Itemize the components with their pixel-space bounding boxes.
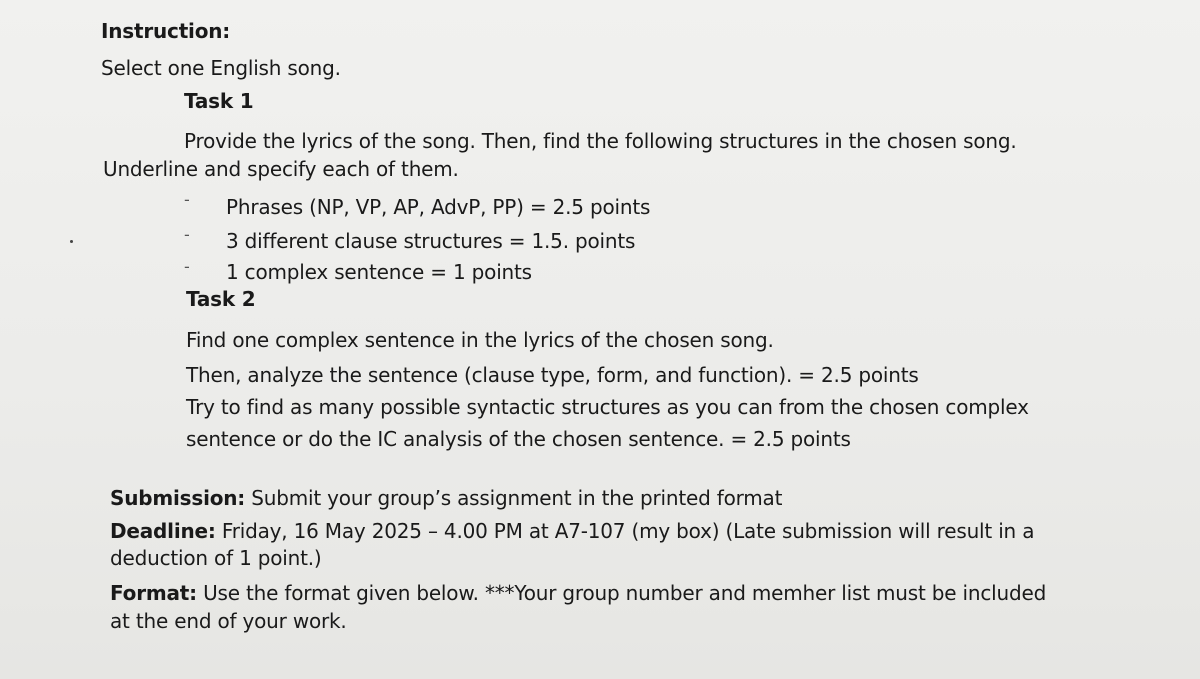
format-text: Use the format given below. ***Your group number and memher list must be included	[196, 581, 1047, 605]
list-bullet: -	[184, 190, 190, 209]
submission-line	[110, 485, 782, 511]
deadline-line	[110, 518, 1034, 544]
task1-line2: Underline and specify each of them.	[103, 157, 459, 181]
task1-line1: Provide the lyrics of the song. Then, find the following structures in the chosen song.	[184, 129, 1017, 153]
instruction-intro: Select one English song.	[101, 56, 341, 80]
task1-item: Phrases (NP, VP, AP, AdvP, PP) = 2.5 points	[226, 195, 651, 219]
format-label: Format:	[110, 581, 197, 605]
submission-text: Submit your group’s assignment in the printed format	[245, 486, 783, 510]
task1-item: 3 different clause structures = 1.5. points	[226, 229, 636, 253]
submission-label: Submission:	[110, 486, 246, 510]
deadline-text: Friday, 16 May 2025 – 4.00 PM at A7-107 (my box) (Late submission will result in a	[215, 519, 1035, 543]
task2-line: Then, analyze the sentence (clause type, form, and function). = 2.5 points	[186, 363, 919, 387]
list-bullet: -	[184, 225, 190, 244]
task2-line: Find one complex sentence in the lyrics of the chosen song.	[186, 328, 774, 352]
task2-line: sentence or do the IC analysis of the chosen sentence. = 2.5 points	[186, 427, 851, 451]
task1-item: 1 complex sentence = 1 points	[226, 260, 532, 284]
deadline-line2: deduction of 1 point.)	[110, 546, 322, 570]
list-bullet: -	[184, 257, 190, 276]
instruction-heading: Instruction:	[101, 19, 231, 43]
format-line2: at the end of your work.	[110, 609, 347, 633]
task2-title: Task 2	[186, 287, 256, 311]
task1-title: Task 1	[184, 89, 254, 113]
format-line	[110, 580, 1046, 606]
paper-speck	[70, 240, 73, 243]
task2-line: Try to find as many possible syntactic structures as you can from the chosen complex	[186, 395, 1029, 419]
deadline-label: Deadline:	[110, 519, 216, 543]
